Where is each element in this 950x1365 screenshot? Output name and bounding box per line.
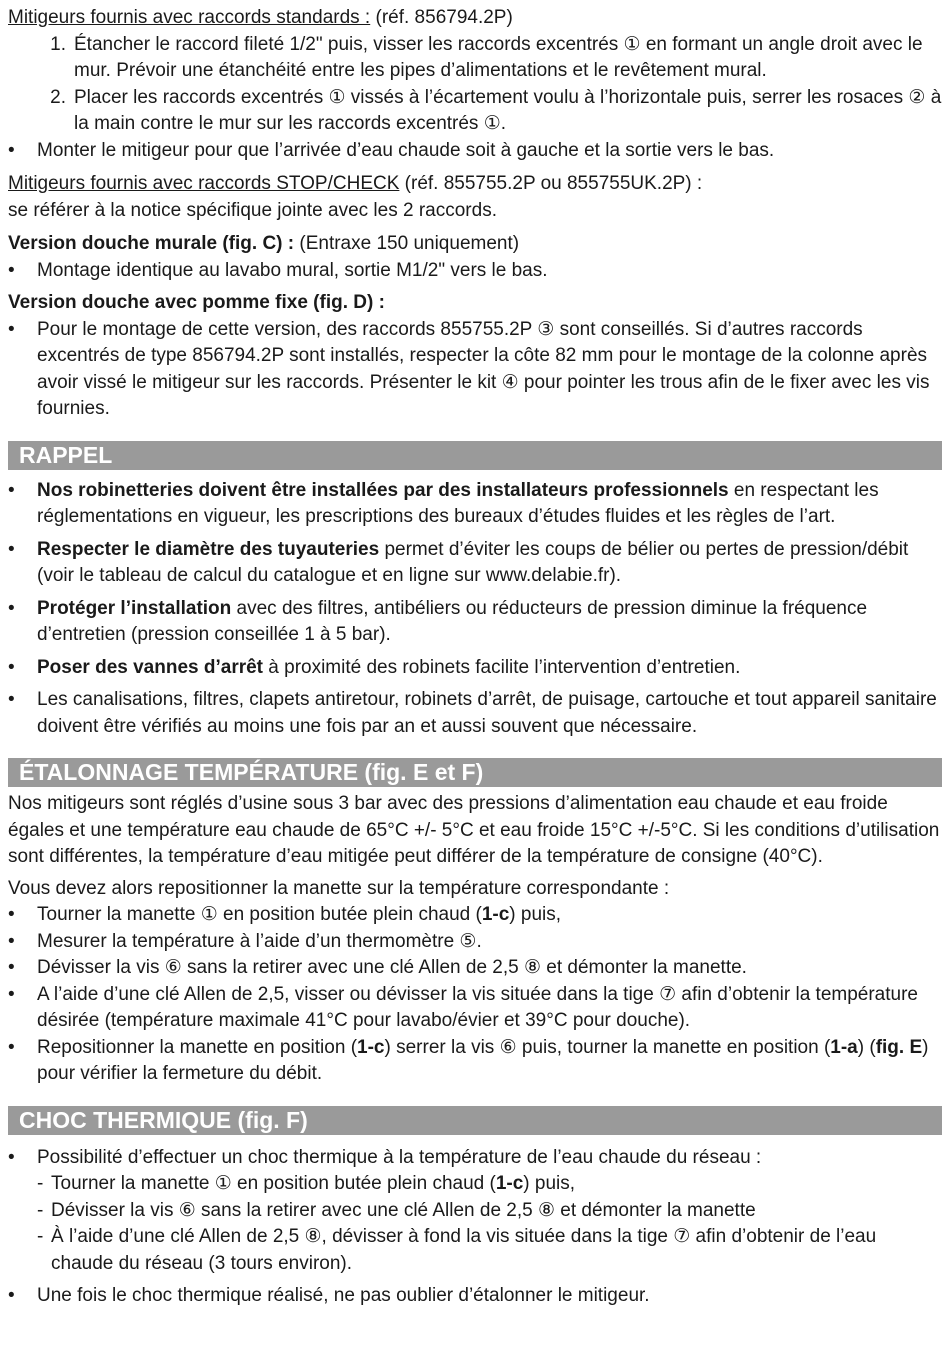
step-text: ) puis, [509,904,562,925]
figure-label: fig. E [875,1036,923,1058]
dash-mark: - [37,1199,44,1221]
rappel-item-text: Les canalisations, filtres, clapets antiretour, robinets d’arrêt, de puisage, cartouche et tout appareil sanitaire doivent être vérifiés au moins une fois par an et aussi souvent que nécessaire. [37,689,937,737]
step-text: ) ( [857,1036,876,1058]
rappel-item [8,478,942,531]
bullet-mark: • [8,1036,15,1058]
rappel-item-text: en respectant les réglementations en vigueur, les prescriptions des bureaux d’études fluides et les règles de l’art. [37,479,879,527]
wall-shower-bullet [8,258,942,285]
step-1 [8,32,942,85]
thermal-shock-substep [37,1198,942,1225]
bullet-mark: • [8,1285,15,1306]
bullet-text: Monter le mitigeur pour que l’arrivée d’eau chaude soit à gauche et la sortie vers le bas. [37,139,775,161]
fixed-shower-title: Version douche avec pomme fixe (fig. D) : [8,292,385,313]
bullet-mark: • [8,930,15,952]
stopcheck-link: Mitigeurs fournis avec raccords STOP/CHECK [8,173,400,194]
bullet-text: Pour le montage de cette version, des raccords 855755.2P ③ sont conseillés. Si d’autres raccords excentrés de type 856794.2P sont installés, respecter la côte 82 mm pour le montage de la colonne après avoir vissé le mitigeur sur les raccords. Présenter le kit ④ pour pointer les trous afin de le fixer avec les vis fournies. [37,318,930,419]
dash-mark: - [37,1173,44,1194]
step-number: 1. [50,33,66,55]
thermal-shock-intro: Possibilité d’effectuer un choc thermique à la température de l’eau chaude du réseau : [37,1146,762,1168]
fixed-shower-heading [8,290,942,317]
bullet-mark: • [8,318,15,340]
dash-mark: - [37,1226,44,1247]
thermal-shock-item [8,1283,942,1310]
bullet-mark: • [8,957,15,978]
step-2 [8,85,942,138]
standard-fittings-steps [8,32,942,138]
standard-fittings-ref: (réf. 856794.2P) [370,7,513,28]
calibration-step [8,955,942,982]
position-label: 1-c [495,1173,524,1194]
rappel-item [8,596,942,649]
wall-shower-subtitle: (Entraxe 150 uniquement) [294,233,520,254]
calibration-steps [8,902,942,1088]
rappel-item-text: permet d’éviter les coups de bélier ou pertes de pression/débit (voir le tableau de calcul du catalogue et en ligne sur www.delabie.fr). [37,538,909,586]
thermal-shock-substep [37,1224,942,1277]
step-text: A l’aide d’une clé Allen de 2,5, visser ou dévisser la vis située dans la tige ⑦ afin d’obtenir la température désirée (température maximale 41°C pour lavabo/évier et 39°C pour douche). [37,983,918,1031]
step-text: Étancher le raccord fileté 1/2" puis, visser les raccords excentrés ① en formant un angle droit avec le mur. Prévoir une étanchéité entre les pipes d’alimentations et le revêtement mural. [74,33,923,81]
rappel-item-bold: Protéger l’installation [37,597,232,619]
calibration-step [8,902,942,929]
rappel-item [8,687,942,740]
position-label: 1-c [357,1036,385,1058]
wall-shower-heading [8,231,942,258]
mixer-orientation-bullet [8,138,942,165]
standard-fittings-link: Mitigeurs fournis avec raccords standards : [8,7,371,28]
fixed-shower-bullet [8,317,942,423]
stopcheck-heading [8,171,942,198]
position-label: 1-a [830,1036,858,1058]
thermal-shock-substep [37,1171,942,1198]
position-label: 1-c [481,904,510,925]
step-text: Placer les raccords excentrés ① vissés à l’écartement voulu à l’horizontale puis, serrer les rosaces ② à la main contre le mur sur les raccords excentrés ①. [74,86,942,134]
substep-text: À l’aide d’une clé Allen de 2,5 ⑧, dévisser à fond la vis située dans la tige ⑦ afin d’obtenir de l’eau chaude du réseau (3 tours environ). [51,1226,877,1274]
rappel-item-text: avec des filtres, antibéliers ou réducteurs de pression diminue la fréquence d’entretien (pression conseillée 1 à 5 bar). [37,597,868,645]
step-text: ) serrer la vis ⑥ puis, tourner la manette en position ( [384,1036,831,1058]
rappel-item-bold: Poser des vannes d’arrêt [37,656,263,678]
rappel-section-header: RAPPEL [8,441,942,470]
substep-text: Tourner la manette ① en position butée plein chaud ( [51,1173,496,1194]
standard-fittings-heading [8,5,942,32]
stopcheck-text: se référer à la notice spécifique jointe avec les 2 raccords. [8,199,497,221]
calibration-step [8,1035,942,1088]
bullet-mark: • [8,1146,15,1168]
calibration-intro: Nos mitigeurs sont réglés d’usine sous 3 bar avec des pressions d’alimentation eau chaude et eau froide égales et une température eau chaude de 65°C +/- 5°C et eau froide 15°C +/-5°C. Si les conditions d’utilisation sont différentes, la température d’eau mitigée peut différer de la température de consigne (40°C). [8,793,940,867]
bullet-mark: • [8,597,15,619]
step-text: Tourner la manette ① en position butée plein chaud ( [37,904,482,925]
bullet-mark: • [8,538,15,560]
calibration-step [8,982,942,1035]
rappel-item-bold: Respecter le diamètre des tuyauteries [37,538,380,560]
step-text: ) pour vérifier la fermeture du débit. [37,1036,929,1084]
thermal-shock-list [8,1145,942,1310]
thermal-shock-item [8,1145,942,1278]
bullet-text: Montage identique au lavabo mural, sortie M1/2" vers le bas. [37,259,548,281]
rappel-item-text: à proximité des robinets facilite l’intervention d’entretien. [263,656,741,678]
bullet-mark: • [8,689,15,710]
rappel-item [8,537,942,590]
stopcheck-ref: (réf. 855755.2P ou 855755UK.2P) : [399,173,703,194]
bullet-mark: • [8,983,15,1005]
bullet-mark: • [8,139,15,161]
step-number: 2. [50,86,66,108]
calibration-lead: Vous devez alors repositionner la manette sur la température correspondante : [8,877,670,899]
thermal-shock-reminder: Une fois le choc thermique réalisé, ne pas oublier d’étalonner le mitigeur. [37,1285,650,1306]
substep-text: Dévisser la vis ⑥ sans la retirer avec une clé Allen de 2,5 ⑧ et démonter la manette [51,1199,756,1221]
bullet-mark: • [8,904,15,925]
bullet-mark: • [8,479,15,501]
rappel-list [8,478,942,741]
rappel-item-bold: Nos robinetteries doivent être installées par des installateurs professionnels [37,479,729,501]
step-text: Dévisser la vis ⑥ sans la retirer avec une clé Allen de 2,5 ⑧ et démonter la manette. [37,957,747,978]
calibration-step [8,929,942,956]
substep-text: ) puis, [523,1173,576,1194]
step-text: Mesurer la température à l’aide d’un thermomètre ⑤. [37,930,482,952]
bullet-mark: • [8,656,15,678]
instruction-page [8,5,942,1310]
wall-shower-title: Version douche murale (fig. C) : [8,233,295,254]
step-text: Repositionner la manette en position ( [37,1036,358,1058]
thermal-shock-section-header: CHOC THERMIQUE (fig. F) [8,1106,942,1135]
rappel-item [8,655,942,682]
calibration-section-header: ÉTALONNAGE TEMPÉRATURE (fig. E et F) [8,758,942,787]
bullet-mark: • [8,259,15,281]
